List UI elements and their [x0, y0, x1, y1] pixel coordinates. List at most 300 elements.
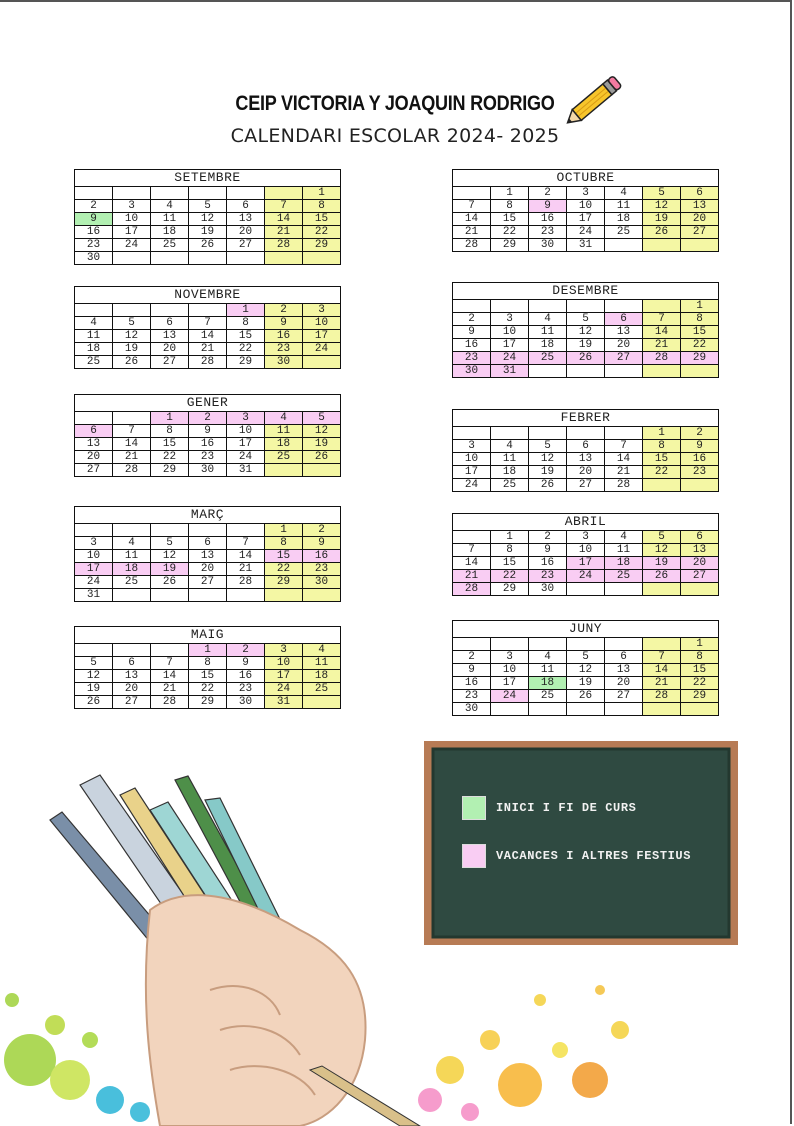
day-cell: 27: [75, 464, 113, 477]
day-cell: 7: [453, 200, 491, 213]
month-marc: [74, 506, 341, 602]
day-cell: 28: [643, 690, 681, 703]
month-name: OCTUBRE: [453, 170, 719, 187]
day-cell: 28: [227, 576, 265, 589]
school-name: CEIP VICTORIA Y JOAQUIN RODRIGO: [235, 92, 555, 115]
empty-cell: [491, 703, 529, 716]
day-cell: 26: [189, 239, 227, 252]
day-cell: 26: [75, 696, 113, 709]
day-cell: 16: [529, 213, 567, 226]
day-cell: 8: [303, 200, 341, 213]
week-row: [75, 589, 341, 602]
week-row: [75, 304, 341, 317]
day-cell: 27: [567, 479, 605, 492]
day-cell: 8: [681, 313, 719, 326]
day-cell: 12: [567, 664, 605, 677]
day-cell: 6: [681, 531, 719, 544]
day-cell: 14: [113, 438, 151, 451]
week-row: [75, 330, 341, 343]
day-cell: 15: [189, 670, 227, 683]
day-cell: 17: [491, 677, 529, 690]
month-name: ABRIL: [453, 514, 719, 531]
day-cell: 16: [227, 670, 265, 683]
day-cell: 4: [491, 440, 529, 453]
week-row: [453, 531, 719, 544]
day-cell: 13: [113, 670, 151, 683]
day-cell: 28: [453, 239, 491, 252]
day-cell: 22: [491, 570, 529, 583]
day-cell: 16: [529, 557, 567, 570]
month-novembre: [74, 286, 341, 369]
day-cell: 25: [303, 683, 341, 696]
day-cell: 5: [75, 657, 113, 670]
day-cell: 10: [567, 200, 605, 213]
day-cell: 1: [265, 524, 303, 537]
day-cell: 20: [605, 339, 643, 352]
day-cell: 6: [151, 317, 189, 330]
empty-cell: [681, 583, 719, 596]
empty-cell: [453, 531, 491, 544]
week-row: [75, 412, 341, 425]
day-cell: 28: [151, 696, 189, 709]
day-cell: 25: [75, 356, 113, 369]
empty-cell: [605, 583, 643, 596]
day-cell: 13: [605, 664, 643, 677]
month-desembre: [452, 282, 719, 378]
day-cell: 23: [681, 466, 719, 479]
day-cell: 19: [303, 438, 341, 451]
empty-cell: [567, 583, 605, 596]
day-cell: 21: [265, 226, 303, 239]
day-cell: 15: [227, 330, 265, 343]
day-cell: 15: [681, 664, 719, 677]
day-cell: 24: [113, 239, 151, 252]
day-cell: 20: [605, 677, 643, 690]
day-cell: 1: [151, 412, 189, 425]
empty-cell: [303, 696, 341, 709]
day-cell: 8: [681, 651, 719, 664]
week-row: [75, 451, 341, 464]
day-cell: 11: [75, 330, 113, 343]
day-cell: 17: [491, 339, 529, 352]
day-cell: 15: [491, 213, 529, 226]
empty-cell: [681, 365, 719, 378]
empty-cell: [303, 589, 341, 602]
day-cell: 24: [75, 576, 113, 589]
empty-cell: [567, 703, 605, 716]
day-cell: 31: [265, 696, 303, 709]
legend-start-end: [462, 796, 636, 820]
empty-cell: [303, 464, 341, 477]
day-cell: 20: [681, 213, 719, 226]
day-cell: 9: [529, 544, 567, 557]
week-row: [453, 583, 719, 596]
empty-cell: [567, 300, 605, 313]
week-row: [453, 651, 719, 664]
empty-cell: [681, 703, 719, 716]
empty-cell: [151, 187, 189, 200]
day-cell: 14: [643, 664, 681, 677]
empty-cell: [453, 638, 491, 651]
week-row: [75, 657, 341, 670]
legend-holidays: [462, 844, 691, 868]
day-cell: 23: [529, 226, 567, 239]
day-cell: 26: [567, 690, 605, 703]
empty-cell: [529, 300, 567, 313]
empty-cell: [643, 638, 681, 651]
day-cell: 7: [189, 317, 227, 330]
day-cell: 13: [227, 213, 265, 226]
week-row: [453, 466, 719, 479]
week-row: [75, 438, 341, 451]
week-row: [453, 677, 719, 690]
day-cell: 17: [75, 563, 113, 576]
day-cell: 17: [113, 226, 151, 239]
day-cell: 24: [567, 226, 605, 239]
day-cell: 20: [681, 557, 719, 570]
day-cell: 12: [75, 670, 113, 683]
day-cell: 16: [189, 438, 227, 451]
empty-cell: [113, 187, 151, 200]
empty-cell: [643, 583, 681, 596]
day-cell: 20: [189, 563, 227, 576]
day-cell: 24: [265, 683, 303, 696]
week-row: [75, 252, 341, 265]
day-cell: 29: [681, 352, 719, 365]
day-cell: 11: [113, 550, 151, 563]
empty-cell: [113, 644, 151, 657]
day-cell: 31: [567, 239, 605, 252]
day-cell: 8: [151, 425, 189, 438]
day-cell: 3: [265, 644, 303, 657]
month-setembre: [74, 169, 341, 265]
day-cell: 20: [227, 226, 265, 239]
day-cell: 25: [529, 690, 567, 703]
day-cell: 16: [303, 550, 341, 563]
empty-cell: [151, 252, 189, 265]
empty-cell: [605, 427, 643, 440]
day-cell: 20: [151, 343, 189, 356]
day-cell: 29: [681, 690, 719, 703]
week-row: [453, 326, 719, 339]
day-cell: 21: [151, 683, 189, 696]
empty-cell: [151, 589, 189, 602]
day-cell: 27: [113, 696, 151, 709]
day-cell: 18: [491, 466, 529, 479]
day-cell: 26: [113, 356, 151, 369]
week-row: [453, 570, 719, 583]
day-cell: 7: [605, 440, 643, 453]
day-cell: 2: [453, 313, 491, 326]
week-row: [453, 440, 719, 453]
week-row: [453, 453, 719, 466]
day-cell: 3: [303, 304, 341, 317]
day-cell: 21: [113, 451, 151, 464]
day-cell: 29: [491, 239, 529, 252]
empty-cell: [151, 304, 189, 317]
day-cell: 9: [303, 537, 341, 550]
day-cell: 27: [681, 570, 719, 583]
day-cell: 18: [113, 563, 151, 576]
day-cell: 23: [75, 239, 113, 252]
week-row: [75, 187, 341, 200]
week-row: [75, 239, 341, 252]
week-row: [453, 365, 719, 378]
day-cell: 22: [643, 466, 681, 479]
day-cell: 28: [453, 583, 491, 596]
month-name: DESEMBRE: [453, 283, 719, 300]
legend-start-end-swatch: [462, 796, 486, 820]
day-cell: 10: [265, 657, 303, 670]
day-cell: 23: [453, 352, 491, 365]
day-cell: 16: [265, 330, 303, 343]
week-row: [75, 683, 341, 696]
empty-cell: [605, 300, 643, 313]
day-cell: 10: [227, 425, 265, 438]
day-cell: 7: [643, 313, 681, 326]
day-cell: 28: [605, 479, 643, 492]
day-cell: 3: [491, 313, 529, 326]
day-cell: 29: [303, 239, 341, 252]
calendar-title: CALENDARI ESCOLAR 2024- 2025: [230, 125, 560, 147]
day-cell: 12: [189, 213, 227, 226]
day-cell: 23: [227, 683, 265, 696]
day-cell: 12: [567, 326, 605, 339]
day-cell: 26: [303, 451, 341, 464]
day-cell: 23: [189, 451, 227, 464]
empty-cell: [681, 239, 719, 252]
empty-cell: [605, 703, 643, 716]
day-cell: 28: [643, 352, 681, 365]
empty-cell: [303, 252, 341, 265]
week-row: [75, 317, 341, 330]
day-cell: 25: [113, 576, 151, 589]
week-row: [75, 576, 341, 589]
week-row: [75, 200, 341, 213]
day-cell: 2: [453, 651, 491, 664]
week-row: [75, 356, 341, 369]
day-cell: 30: [529, 583, 567, 596]
empty-cell: [453, 427, 491, 440]
day-cell: 22: [189, 683, 227, 696]
day-cell: 24: [227, 451, 265, 464]
day-cell: 27: [605, 352, 643, 365]
day-cell: 10: [75, 550, 113, 563]
day-cell: 12: [303, 425, 341, 438]
legend-holidays-label: VACANCES I ALTRES FESTIUS: [496, 849, 692, 863]
day-cell: 1: [491, 531, 529, 544]
day-cell: 16: [681, 453, 719, 466]
day-cell: 21: [189, 343, 227, 356]
day-cell: 11: [605, 200, 643, 213]
empty-cell: [643, 365, 681, 378]
day-cell: 18: [265, 438, 303, 451]
day-cell: 12: [151, 550, 189, 563]
empty-cell: [113, 589, 151, 602]
week-row: [75, 696, 341, 709]
empty-cell: [605, 239, 643, 252]
day-cell: 13: [75, 438, 113, 451]
day-cell: 5: [151, 537, 189, 550]
day-cell: 25: [529, 352, 567, 365]
month-gener: [74, 394, 341, 477]
empty-cell: [567, 365, 605, 378]
day-cell: 6: [605, 313, 643, 326]
day-cell: 25: [265, 451, 303, 464]
day-cell: 5: [113, 317, 151, 330]
day-cell: 8: [491, 200, 529, 213]
day-cell: 1: [227, 304, 265, 317]
day-cell: 19: [643, 557, 681, 570]
day-cell: 14: [227, 550, 265, 563]
day-cell: 27: [189, 576, 227, 589]
day-cell: 18: [303, 670, 341, 683]
empty-cell: [491, 427, 529, 440]
day-cell: 14: [453, 213, 491, 226]
empty-cell: [605, 638, 643, 651]
day-cell: 2: [529, 187, 567, 200]
day-cell: 24: [491, 352, 529, 365]
week-row: [75, 464, 341, 477]
empty-cell: [189, 187, 227, 200]
day-cell: 10: [491, 664, 529, 677]
day-cell: 15: [265, 550, 303, 563]
day-cell: 23: [453, 690, 491, 703]
empty-cell: [453, 300, 491, 313]
empty-cell: [75, 644, 113, 657]
day-cell: 12: [529, 453, 567, 466]
empty-cell: [227, 252, 265, 265]
day-cell: 13: [151, 330, 189, 343]
empty-cell: [265, 252, 303, 265]
day-cell: 28: [265, 239, 303, 252]
day-cell: 8: [265, 537, 303, 550]
empty-cell: [113, 524, 151, 537]
day-cell: 21: [453, 226, 491, 239]
day-cell: 11: [529, 326, 567, 339]
day-cell: 30: [453, 365, 491, 378]
week-row: [75, 425, 341, 438]
day-cell: 7: [265, 200, 303, 213]
day-cell: 23: [303, 563, 341, 576]
day-cell: 26: [151, 576, 189, 589]
month-name: MAIG: [75, 627, 341, 644]
empty-cell: [643, 300, 681, 313]
day-cell: 17: [453, 466, 491, 479]
day-cell: 11: [151, 213, 189, 226]
day-cell: 25: [605, 570, 643, 583]
day-cell: 15: [681, 326, 719, 339]
day-cell: 21: [227, 563, 265, 576]
day-cell: 28: [113, 464, 151, 477]
week-row: [453, 226, 719, 239]
day-cell: 5: [529, 440, 567, 453]
week-row: [453, 557, 719, 570]
day-cell: 3: [567, 531, 605, 544]
day-cell: 30: [189, 464, 227, 477]
day-cell: 23: [265, 343, 303, 356]
day-cell: 31: [491, 365, 529, 378]
empty-cell: [265, 464, 303, 477]
empty-cell: [643, 479, 681, 492]
week-row: [75, 670, 341, 683]
day-cell: 10: [303, 317, 341, 330]
day-cell: 30: [453, 703, 491, 716]
day-cell: 19: [643, 213, 681, 226]
day-cell: 24: [303, 343, 341, 356]
day-cell: 9: [453, 326, 491, 339]
day-cell: 13: [605, 326, 643, 339]
day-cell: 9: [681, 440, 719, 453]
week-row: [453, 300, 719, 313]
day-cell: 8: [491, 544, 529, 557]
empty-cell: [605, 365, 643, 378]
week-row: [453, 239, 719, 252]
day-cell: 9: [529, 200, 567, 213]
day-cell: 17: [265, 670, 303, 683]
month-juny: [452, 620, 719, 716]
day-cell: 15: [491, 557, 529, 570]
day-cell: 20: [567, 466, 605, 479]
month-name: SETEMBRE: [75, 170, 341, 187]
day-cell: 2: [189, 412, 227, 425]
day-cell: 22: [227, 343, 265, 356]
day-cell: 21: [643, 677, 681, 690]
day-cell: 19: [151, 563, 189, 576]
day-cell: 4: [529, 313, 567, 326]
month-name: NOVEMBRE: [75, 287, 341, 304]
week-row: [453, 664, 719, 677]
day-cell: 20: [75, 451, 113, 464]
day-cell: 27: [605, 690, 643, 703]
day-cell: 15: [151, 438, 189, 451]
day-cell: 1: [189, 644, 227, 657]
day-cell: 16: [453, 339, 491, 352]
day-cell: 4: [303, 644, 341, 657]
day-cell: 22: [491, 226, 529, 239]
day-cell: 21: [453, 570, 491, 583]
day-cell: 6: [605, 651, 643, 664]
day-cell: 19: [529, 466, 567, 479]
day-cell: 25: [605, 226, 643, 239]
empty-cell: [75, 187, 113, 200]
day-cell: 14: [151, 670, 189, 683]
day-cell: 15: [643, 453, 681, 466]
day-cell: 14: [189, 330, 227, 343]
day-cell: 30: [265, 356, 303, 369]
day-cell: 18: [75, 343, 113, 356]
legend-start-end-label: INICI I FI DE CURS: [496, 801, 637, 815]
month-name: FEBRER: [453, 410, 719, 427]
month-octubre: [452, 169, 719, 252]
day-cell: 27: [151, 356, 189, 369]
day-cell: 3: [491, 651, 529, 664]
day-cell: 9: [453, 664, 491, 677]
day-cell: 8: [189, 657, 227, 670]
empty-cell: [227, 524, 265, 537]
day-cell: 22: [681, 677, 719, 690]
day-cell: 29: [189, 696, 227, 709]
week-row: [453, 479, 719, 492]
day-cell: 5: [567, 313, 605, 326]
day-cell: 18: [605, 557, 643, 570]
month-name: MARÇ: [75, 507, 341, 524]
day-cell: 18: [529, 677, 567, 690]
day-cell: 2: [303, 524, 341, 537]
day-cell: 8: [227, 317, 265, 330]
week-row: [75, 343, 341, 356]
empty-cell: [151, 524, 189, 537]
